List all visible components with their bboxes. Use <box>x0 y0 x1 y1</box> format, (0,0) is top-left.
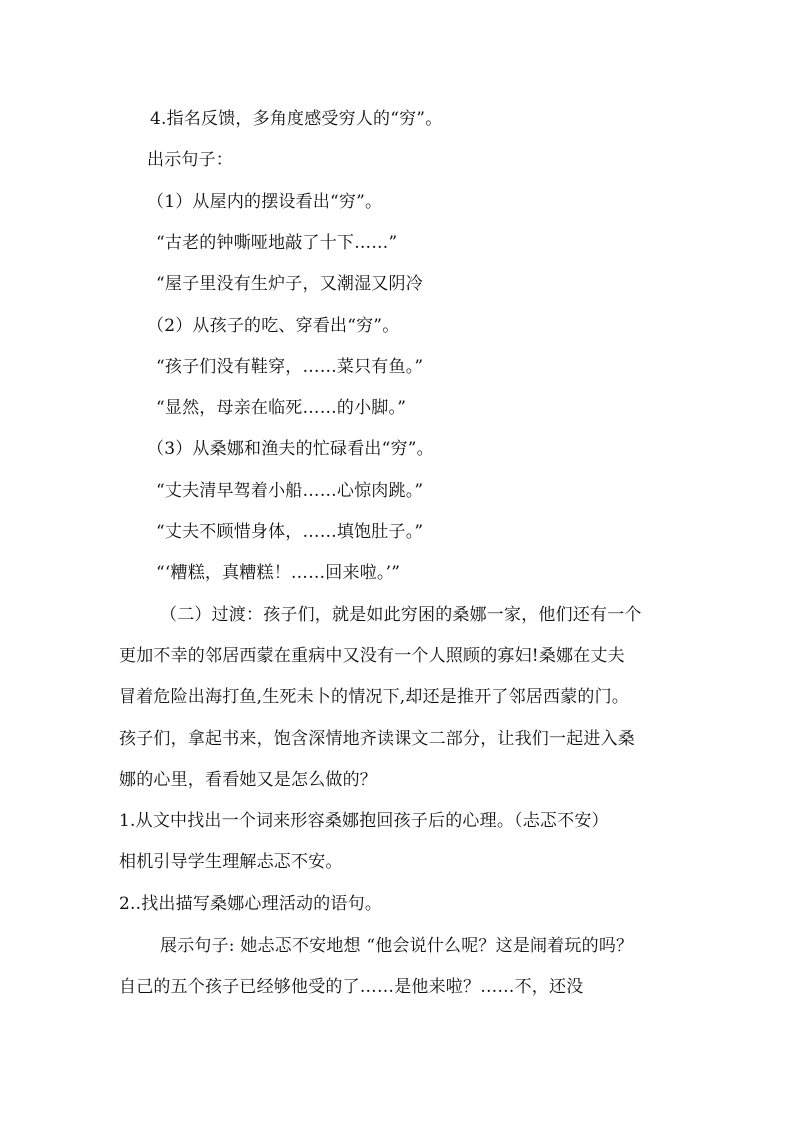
paragraph-line-3: 冒着危险出海打鱼,生死未卜的情况下,却还是推开了邻居西蒙的门。 <box>119 687 630 707</box>
paragraph-line-2: 更加不幸的邻居西蒙在重病中又没有一个人照顾的寡妇!桑娜在丈夫 <box>119 646 625 666</box>
text-line-6: （2）从孩子的吃、穿看出“穷”。 <box>147 316 400 336</box>
text-line-4: “古老的钟嘶哑地敲了十下……” <box>156 233 398 253</box>
paragraph-line-1: （二）过渡：孩子们，就是如此穷困的桑娜一家，他们还有一个 <box>160 605 642 625</box>
text-line-13: 1.从文中找出一个词来形容桑娜抱回孩子后的心理。（忐忑不安） <box>119 811 609 831</box>
text-line-3: （1）从屋内的摆设看出“穷”。 <box>147 192 383 212</box>
paragraph-line-4: 孩子们，拿起书来，饱含深情地齐读课文二部分，让我们一起进入桑 <box>119 729 635 749</box>
text-line-17: 自己的五个孩子已经够他受的了……是他来啦？……不，还没 <box>119 977 584 997</box>
text-line-10: “丈夫清早驾着小船……心惊肉跳。” <box>156 481 424 501</box>
paragraph-line-5: 娜的心里，看看她又是怎么做的？ <box>119 770 377 790</box>
text-line-8: “显然，母亲在临死……的小脚。” <box>156 398 407 418</box>
text-line-14: 相机引导学生理解忐忑不安。 <box>119 852 343 872</box>
text-line-5: “屋子里没有生炉子，又潮湿又阴冷 <box>156 274 423 294</box>
text-line-7: “孩子们没有鞋穿，……菜只有鱼。” <box>156 357 424 377</box>
text-line-1: 4.指名反馈，多角度感受穷人的“穷”。 <box>150 109 443 129</box>
text-line-16: 展示句子: 她忐忑不安地想 “他会说什么呢？这是闹着玩的吗？ <box>160 936 634 956</box>
text-line-9: （3）从桑娜和渔夫的忙碌看出“穷”。 <box>147 439 434 459</box>
text-line-2: 出示句子： <box>147 150 233 170</box>
text-line-12: “‘糟糕，真糟糕！……回来啦。’” <box>156 563 401 583</box>
text-line-11: “丈夫不顾惜身体，……填饱肚子。” <box>156 522 424 542</box>
text-line-15: 2..找出描写桑娜心理活动的语句。 <box>119 894 383 914</box>
